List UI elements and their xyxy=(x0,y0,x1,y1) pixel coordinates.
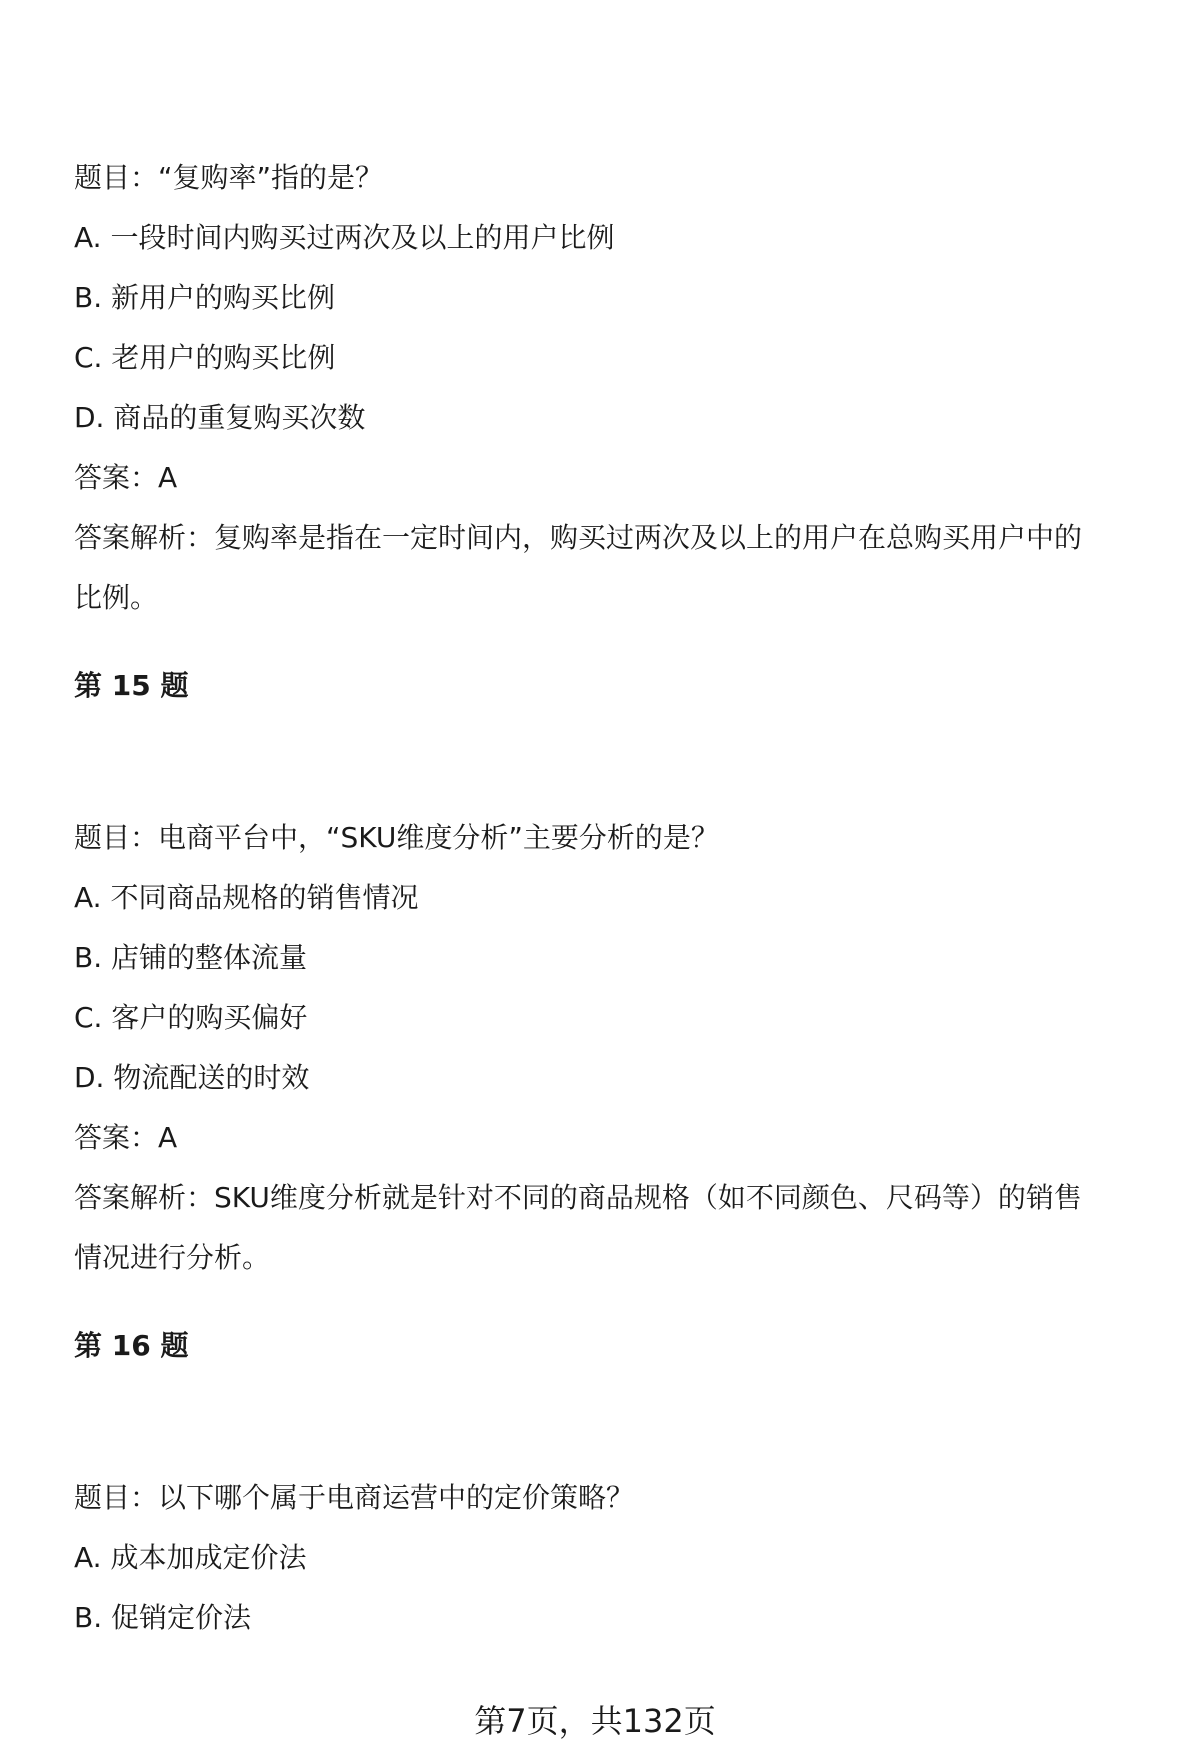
question-15-answer: 答案：A xyxy=(74,1121,178,1154)
question-14-option-b: B. 新用户的购买比例 xyxy=(74,281,336,314)
question-14-answer: 答案：A xyxy=(74,461,178,494)
question-14-option-a: A. 一段时间内购买过两次及以上的用户比例 xyxy=(74,221,615,254)
question-15-option-a: A. 不同商品规格的销售情况 xyxy=(74,881,419,914)
question-16-heading: 第 16 题 xyxy=(74,1329,189,1362)
question-14-text: 题目：“复购率”指的是？ xyxy=(74,161,384,194)
question-16-text: 题目：以下哪个属于电商运营中的定价策略？ xyxy=(74,1481,635,1514)
question-16-option-b: B. 促销定价法 xyxy=(74,1601,252,1634)
question-14-option-d: D. 商品的重复购买次数 xyxy=(74,401,366,434)
question-14-analysis-line-2: 比例。 xyxy=(74,581,159,614)
question-15-analysis-line-2: 情况进行分析。 xyxy=(74,1241,271,1274)
question-15-heading: 第 15 题 xyxy=(74,669,189,702)
question-15-analysis-line-1: 答案解析：SKU维度分析就是针对不同的商品规格（如不同颜色、尺码等）的销售 xyxy=(74,1181,1082,1214)
question-15-option-c: C. 客户的购买偏好 xyxy=(74,1001,308,1034)
question-15-option-d: D. 物流配送的时效 xyxy=(74,1061,310,1094)
question-15-option-b: B. 店铺的整体流量 xyxy=(74,941,308,974)
question-15-text: 题目：电商平台中，“SKU维度分析”主要分析的是？ xyxy=(74,821,719,854)
page-number-footer: 第7页，共132页 xyxy=(474,1702,716,1740)
question-14-analysis-line-1: 答案解析：复购率是指在一定时间内，购买过两次及以上的用户在总购买用户中的 xyxy=(74,521,1083,554)
question-16-option-a: A. 成本加成定价法 xyxy=(74,1541,307,1574)
question-14-option-c: C. 老用户的购买比例 xyxy=(74,341,336,374)
